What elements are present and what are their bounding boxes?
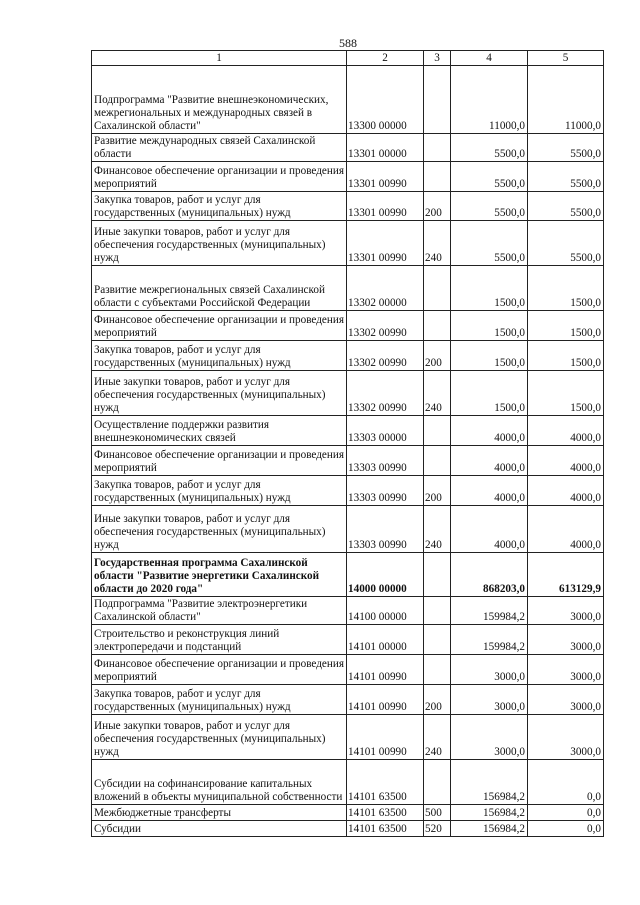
row-type-cell: 200 — [424, 476, 451, 506]
row-value-col5-cell: 5500,0 — [528, 192, 604, 221]
table-row — [92, 597, 604, 625]
table-row — [92, 805, 604, 821]
row-code-cell: 13302 00990 — [347, 311, 424, 341]
table-row — [92, 416, 604, 446]
table-row — [92, 371, 604, 416]
header-col-2: 2 — [347, 51, 424, 66]
row-value-col5-cell: 0,0 — [528, 821, 604, 837]
row-value-col5-cell: 5500,0 — [528, 134, 604, 162]
row-name-cell: Закупка товаров, работ и услуг для государственных (муниципальных) нужд — [92, 192, 347, 221]
row-value-col4-cell: 5500,0 — [451, 162, 528, 192]
row-code-cell: 13300 00000 — [347, 66, 424, 134]
header-col-5: 5 — [528, 51, 604, 66]
row-name-cell: Финансовое обеспечение организации и проведения мероприятий — [92, 162, 347, 192]
row-code-cell: 14101 00000 — [347, 625, 424, 655]
row-code-cell: 13303 00990 — [347, 476, 424, 506]
table-row — [92, 821, 604, 837]
row-name-cell: Финансовое обеспечение организации и проведения мероприятий — [92, 446, 347, 476]
row-value-col4-cell: 156984,2 — [451, 805, 528, 821]
row-name-cell: Развитие межрегиональных связей Сахалинской области с субъектами Российской Федерации — [92, 266, 347, 311]
row-name-cell: Иные закупки товаров, работ и услуг для обеспечения государственных (муниципальных) нужд — [92, 221, 347, 266]
row-type-cell: 240 — [424, 371, 451, 416]
row-type-cell: 520 — [424, 821, 451, 837]
table-row — [92, 476, 604, 506]
budget-table — [91, 50, 604, 837]
row-type-cell — [424, 625, 451, 655]
row-value-col4-cell: 5500,0 — [451, 192, 528, 221]
row-value-col4-cell: 3000,0 — [451, 655, 528, 685]
table-body — [92, 66, 604, 837]
row-value-col5-cell: 3000,0 — [528, 715, 604, 760]
row-name-cell: Закупка товаров, работ и услуг для государственных (муниципальных) нужд — [92, 685, 347, 715]
row-code-cell: 14101 00990 — [347, 715, 424, 760]
table-row — [92, 553, 604, 597]
row-value-col4-cell: 159984,2 — [451, 597, 528, 625]
row-value-col5-cell: 4000,0 — [528, 416, 604, 446]
row-type-cell — [424, 66, 451, 134]
table-row — [92, 760, 604, 805]
row-type-cell — [424, 446, 451, 476]
row-value-col4-cell: 4000,0 — [451, 476, 528, 506]
row-code-cell: 14100 00000 — [347, 597, 424, 625]
row-value-col5-cell: 0,0 — [528, 805, 604, 821]
row-type-cell — [424, 760, 451, 805]
row-value-col4-cell: 156984,2 — [451, 760, 528, 805]
row-code-cell: 14101 63500 — [347, 821, 424, 837]
table-row — [92, 311, 604, 341]
row-name-cell: Иные закупки товаров, работ и услуг для обеспечения государственных (муниципальных) нужд — [92, 715, 347, 760]
row-code-cell: 13302 00990 — [347, 341, 424, 371]
page-number: 588 — [339, 36, 357, 50]
row-value-col5-cell: 11000,0 — [528, 66, 604, 134]
row-type-cell — [424, 655, 451, 685]
row-name-cell: Финансовое обеспечение организации и проведения мероприятий — [92, 311, 347, 341]
row-name-cell: Субсидии — [92, 821, 347, 837]
row-code-cell: 14000 00000 — [347, 553, 424, 597]
row-name-cell: Подпрограмма "Развитие электроэнергетики Сахалинской области" — [92, 597, 347, 625]
row-name-cell: Финансовое обеспечение организации и проведения мероприятий — [92, 655, 347, 685]
table-row — [92, 221, 604, 266]
row-code-cell: 14101 63500 — [347, 805, 424, 821]
row-value-col5-cell: 4000,0 — [528, 476, 604, 506]
row-type-cell: 200 — [424, 192, 451, 221]
header-col-1: 1 — [92, 51, 347, 66]
table-row — [92, 192, 604, 221]
row-value-col4-cell: 868203,0 — [451, 553, 528, 597]
row-type-cell — [424, 416, 451, 446]
row-name-cell: Закупка товаров, работ и услуг для государственных (муниципальных) нужд — [92, 476, 347, 506]
row-value-col5-cell: 1500,0 — [528, 311, 604, 341]
table-row — [92, 266, 604, 311]
row-value-col5-cell: 5500,0 — [528, 162, 604, 192]
row-name-cell: Закупка товаров, работ и услуг для государственных (муниципальных) нужд — [92, 341, 347, 371]
table-row — [92, 685, 604, 715]
row-type-cell — [424, 597, 451, 625]
header-col-3: 3 — [424, 51, 451, 66]
row-type-cell — [424, 311, 451, 341]
row-name-cell: Развитие международных связей Сахалинской области — [92, 134, 347, 162]
row-name-cell: Иные закупки товаров, работ и услуг для обеспечения государственных (муниципальных) нужд — [92, 371, 347, 416]
row-type-cell: 200 — [424, 341, 451, 371]
row-value-col5-cell: 3000,0 — [528, 625, 604, 655]
row-value-col5-cell: 0,0 — [528, 760, 604, 805]
row-name-cell: Строительство и реконструкция линий электропередачи и подстанций — [92, 625, 347, 655]
row-name-cell: Межбюджетные трансферты — [92, 805, 347, 821]
row-value-col5-cell: 1500,0 — [528, 341, 604, 371]
row-code-cell: 13302 00000 — [347, 266, 424, 311]
row-value-col5-cell: 3000,0 — [528, 685, 604, 715]
row-type-cell — [424, 553, 451, 597]
row-type-cell: 240 — [424, 715, 451, 760]
row-value-col5-cell: 4000,0 — [528, 446, 604, 476]
header-col-4: 4 — [451, 51, 528, 66]
row-type-cell: 240 — [424, 506, 451, 553]
row-value-col5-cell: 613129,9 — [528, 553, 604, 597]
table-row — [92, 446, 604, 476]
row-name-cell: Иные закупки товаров, работ и услуг для обеспечения государственных (муниципальных) нужд — [92, 506, 347, 553]
row-value-col5-cell: 1500,0 — [528, 266, 604, 311]
row-type-cell — [424, 162, 451, 192]
row-value-col4-cell: 156984,2 — [451, 821, 528, 837]
row-value-col4-cell: 5500,0 — [451, 221, 528, 266]
row-name-cell: Подпрограмма "Развитие внешнеэкономических, межрегиональных и международных связей в Сахалинской области" — [92, 66, 347, 134]
row-code-cell: 13301 00990 — [347, 221, 424, 266]
row-value-col4-cell: 1500,0 — [451, 311, 528, 341]
row-value-col4-cell: 5500,0 — [451, 134, 528, 162]
table-row — [92, 162, 604, 192]
row-code-cell: 13301 00000 — [347, 134, 424, 162]
row-value-col4-cell: 159984,2 — [451, 625, 528, 655]
row-code-cell: 13303 00990 — [347, 506, 424, 553]
row-value-col4-cell: 4000,0 — [451, 416, 528, 446]
row-value-col5-cell: 3000,0 — [528, 655, 604, 685]
row-value-col5-cell: 5500,0 — [528, 221, 604, 266]
row-name-cell: Субсидии на софинансирование капитальных вложений в объекты муниципальной собственности — [92, 760, 347, 805]
row-value-col4-cell: 11000,0 — [451, 66, 528, 134]
table-row — [92, 134, 604, 162]
table-row — [92, 655, 604, 685]
row-name-cell: Государственная программа Сахалинской области "Развитие энергетики Сахалинской области до 2020 года" — [92, 553, 347, 597]
table-row — [92, 66, 604, 134]
row-value-col5-cell: 3000,0 — [528, 597, 604, 625]
row-code-cell: 13302 00990 — [347, 371, 424, 416]
row-code-cell: 13303 00000 — [347, 416, 424, 446]
row-code-cell: 13301 00990 — [347, 192, 424, 221]
row-value-col4-cell: 1500,0 — [451, 341, 528, 371]
row-type-cell — [424, 134, 451, 162]
row-code-cell: 13303 00990 — [347, 446, 424, 476]
row-code-cell: 14101 63500 — [347, 760, 424, 805]
row-code-cell: 14101 00990 — [347, 655, 424, 685]
row-value-col4-cell: 3000,0 — [451, 715, 528, 760]
row-type-cell: 200 — [424, 685, 451, 715]
table-row — [92, 341, 604, 371]
row-value-col4-cell: 1500,0 — [451, 371, 528, 416]
table-row — [92, 625, 604, 655]
header-row — [92, 51, 604, 66]
row-value-col5-cell: 1500,0 — [528, 371, 604, 416]
table-row — [92, 715, 604, 760]
row-code-cell: 14101 00990 — [347, 685, 424, 715]
row-value-col4-cell: 1500,0 — [451, 266, 528, 311]
table-row — [92, 506, 604, 553]
row-code-cell: 13301 00990 — [347, 162, 424, 192]
row-value-col4-cell: 3000,0 — [451, 685, 528, 715]
row-type-cell — [424, 266, 451, 311]
row-type-cell: 240 — [424, 221, 451, 266]
row-name-cell: Осуществление поддержки развития внешнеэкономических связей — [92, 416, 347, 446]
row-type-cell: 500 — [424, 805, 451, 821]
row-value-col5-cell: 4000,0 — [528, 506, 604, 553]
row-value-col4-cell: 4000,0 — [451, 506, 528, 553]
row-value-col4-cell: 4000,0 — [451, 446, 528, 476]
